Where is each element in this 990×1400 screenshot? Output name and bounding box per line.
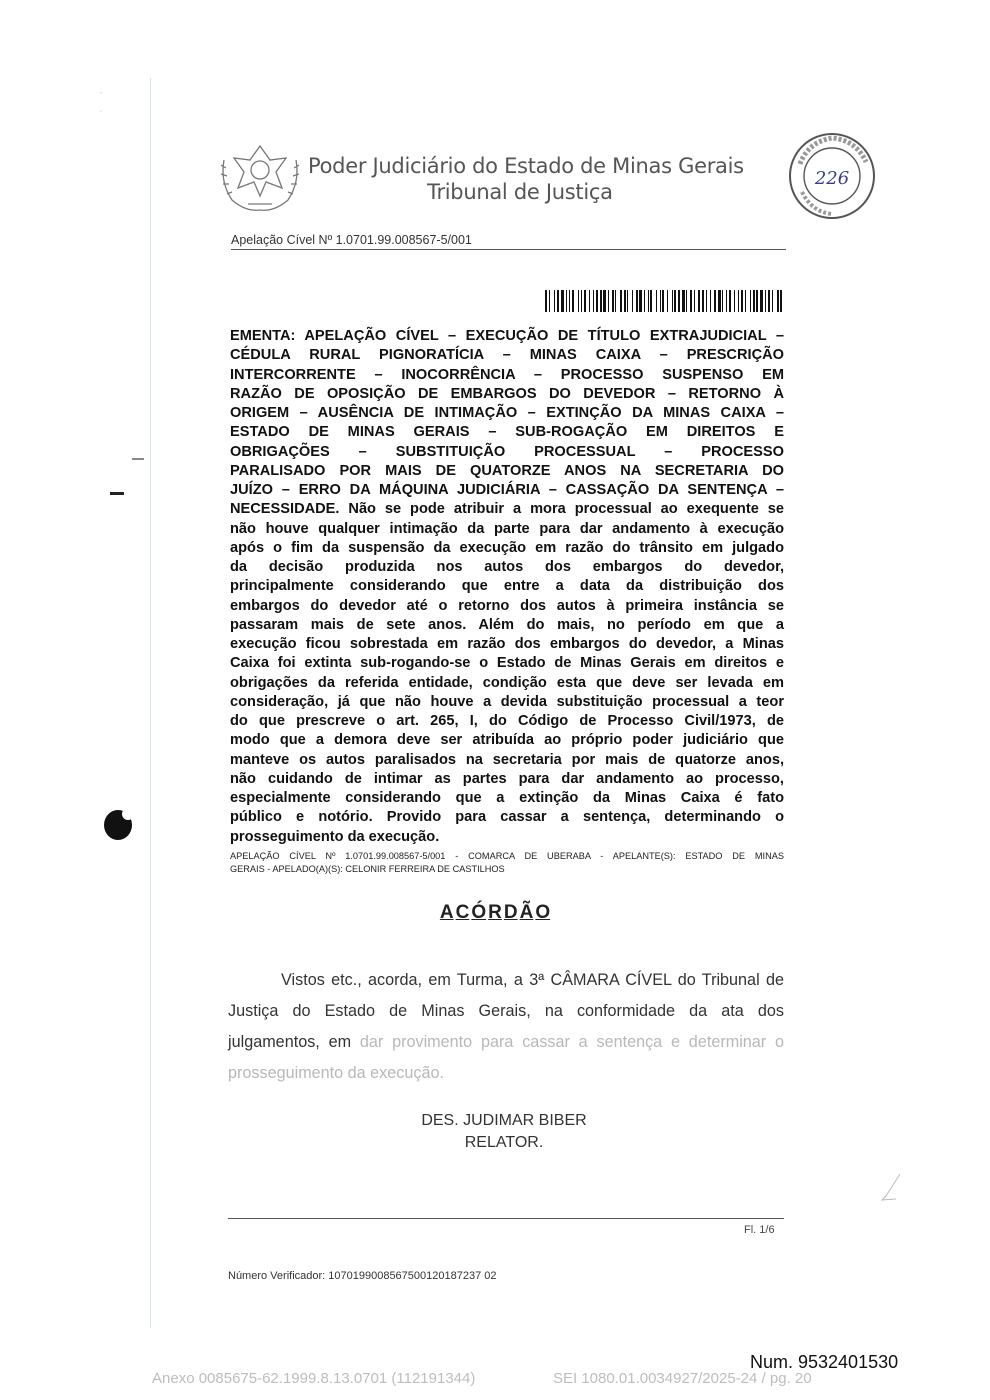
page-number: Fl. 1/6 <box>744 1224 775 1236</box>
ementa-line: INTERCORRENTE – INOCORRÊNCIA – PROCESSO SUSPENSO EM <box>230 366 784 383</box>
page-stamp-icon <box>786 130 878 222</box>
ementa-line: ESTADO DE MINAS GERAIS – SUB-ROGAÇÃO EM DIREITOS E <box>230 424 784 441</box>
ementa-line: EMENTA: APELAÇÃO CÍVEL – EXECUÇÃO DE TÍTULO EXTRAJUDICIAL – <box>230 328 784 344</box>
scan-mark <box>110 492 124 495</box>
barcode-icon <box>545 290 783 312</box>
acordao-letter: D <box>503 902 518 923</box>
ementa-line: OBRIGAÇÕES – SUBSTITUIÇÃO PROCESSUAL – PROCESSO <box>230 443 784 460</box>
acordao-letter: A <box>439 902 454 923</box>
ementa-line: especialmente considerando que a extinção da Minas Caixa é fato <box>230 790 784 806</box>
pen-mark <box>880 1172 902 1202</box>
ementa-line: execução ficou sobrestada em razão dos embargos do devedor, a Minas <box>230 636 784 652</box>
case-metadata-line: GERAIS - APELADO(A)(S): CELONIR FERREIRA DE CASTILHOS <box>230 863 505 874</box>
ementa-line: após o fim da suspensão da execução em razão do trânsito em julgado <box>230 539 784 556</box>
sei-reference: SEI 1080.01.0034927/2025-24 / pg. 20 <box>553 1370 812 1387</box>
ementa-line: principalmente considerando que entre a data da distribuição dos <box>230 578 784 595</box>
case-metadata-line: APELAÇÃO CÍVEL Nº 1.0701.99.008567-5/001 - COMARCA DE UBERABA - APELANTE(S): ESTADO DE MINAS <box>230 851 784 861</box>
stamp-number: 226 <box>814 168 850 189</box>
ementa-line: PARALISADO POR MAIS DE QUATORZE ANOS NA SECRETARIA DO <box>230 462 784 479</box>
verifier-number: Número Verificador: 1070199008567500120187237 02 <box>228 1270 497 1282</box>
ementa-line: embargos do devedor até o retorno dos autos à primeira instância se <box>230 597 784 614</box>
acordao-letter: R <box>488 902 502 923</box>
ementa-line: não houve qualquer intimação da parte para dar andamento à execução <box>230 520 784 537</box>
ementa <box>230 327 784 847</box>
tribunal-name: Tribunal de Justiça <box>427 180 613 204</box>
decision-text-faded: dar provimento para cassar a sentença e determinar o prosseguimento da execução. <box>228 1033 784 1082</box>
ementa-line: da decisão produzida nos autos dos embargos do devedor, <box>230 559 784 575</box>
ementa-line: Caixa foi extinta sub-rogando-se o Estado de Minas Gerais em direitos e <box>230 655 784 672</box>
process-number: Apelação Cível Nº 1.0701.99.008567-5/001 <box>231 233 472 247</box>
ementa-line: ORIGEM – AUSÊNCIA DE INTIMAÇÃO – EXTINÇÃO DA MINAS CAIXA – <box>230 405 784 421</box>
ementa-line: JUÍZO – ERRO DA MÁQUINA JUDICIÁRIA – CASSAÇÃO DA SENTENÇA – <box>230 482 784 498</box>
ementa-line: RAZÃO DE OPOSIÇÃO DE EMBARGOS DO DEVEDOR – RETORNO À <box>230 385 784 402</box>
ementa-line: consideração, já que não houve a devida substituição processual a teor <box>230 693 784 710</box>
ementa-line: NECESSIDADE. Não se pode atribuir a mora processual ao exequente se <box>230 501 784 518</box>
ementa-line: manteve os autos paralisados na secretaria por mais de quatorze anos, <box>230 751 784 768</box>
document-number: Num. 9532401530 <box>750 1352 899 1372</box>
acordao-letter: C <box>455 902 470 923</box>
decision-text-normal: Vistos etc., acorda, em Turma, a 3ª CÂMARA CÍVEL do Tribunal de Justiça do Estado de Minas Gerais, na conformidade da ata dos julgamentos, em <box>228 971 784 1051</box>
acordao-letter: O <box>535 902 551 923</box>
court-name: Poder Judiciário do Estado de Minas Gerais <box>308 154 744 178</box>
judge-role: RELATOR. <box>464 1134 544 1151</box>
ementa-line: público e notório. Provido para cassar a sentença, determinando o <box>230 809 784 826</box>
punch-hole <box>104 810 132 840</box>
acordao-heading <box>0 902 990 924</box>
acordao-letter: Ã <box>519 902 534 923</box>
ementa-line: do que prescreve o art. 265, I, do Código de Processo Civil/1973, de <box>230 713 784 729</box>
case-metadata <box>230 850 784 875</box>
header-divider <box>231 249 786 250</box>
ementa-line: modo que a demora deve ser atribuída ao próprio poder judiciário que <box>230 732 784 749</box>
ementa-line: obrigações da referida entidade, condição esta que deve ser levada em <box>230 674 784 691</box>
ementa-line: prosseguimento da execução. <box>230 828 440 845</box>
ementa-line: não cuidando de intimar as partes para dar andamento ao processo, <box>230 770 784 787</box>
ementa-line: CÉDULA RURAL PIGNORATÍCIA – MINAS CAIXA – PRESCRIÇÃO <box>230 347 784 364</box>
annex-reference: Anexo 0085675-62.1999.8.13.0701 (112191344) <box>152 1370 476 1387</box>
footer-divider <box>228 1218 784 1219</box>
judge-name: DES. JUDIMAR BIBER <box>421 1112 587 1129</box>
coat-of-arms-icon <box>218 138 302 216</box>
scan-marks: - ´ <box>100 88 103 119</box>
scan-mark <box>132 458 144 460</box>
decision-text <box>228 965 784 1089</box>
ementa-line: passaram mais de sete anos. Além do mais, no período em que a <box>230 616 784 633</box>
acordao-letter: Ó <box>471 902 487 923</box>
